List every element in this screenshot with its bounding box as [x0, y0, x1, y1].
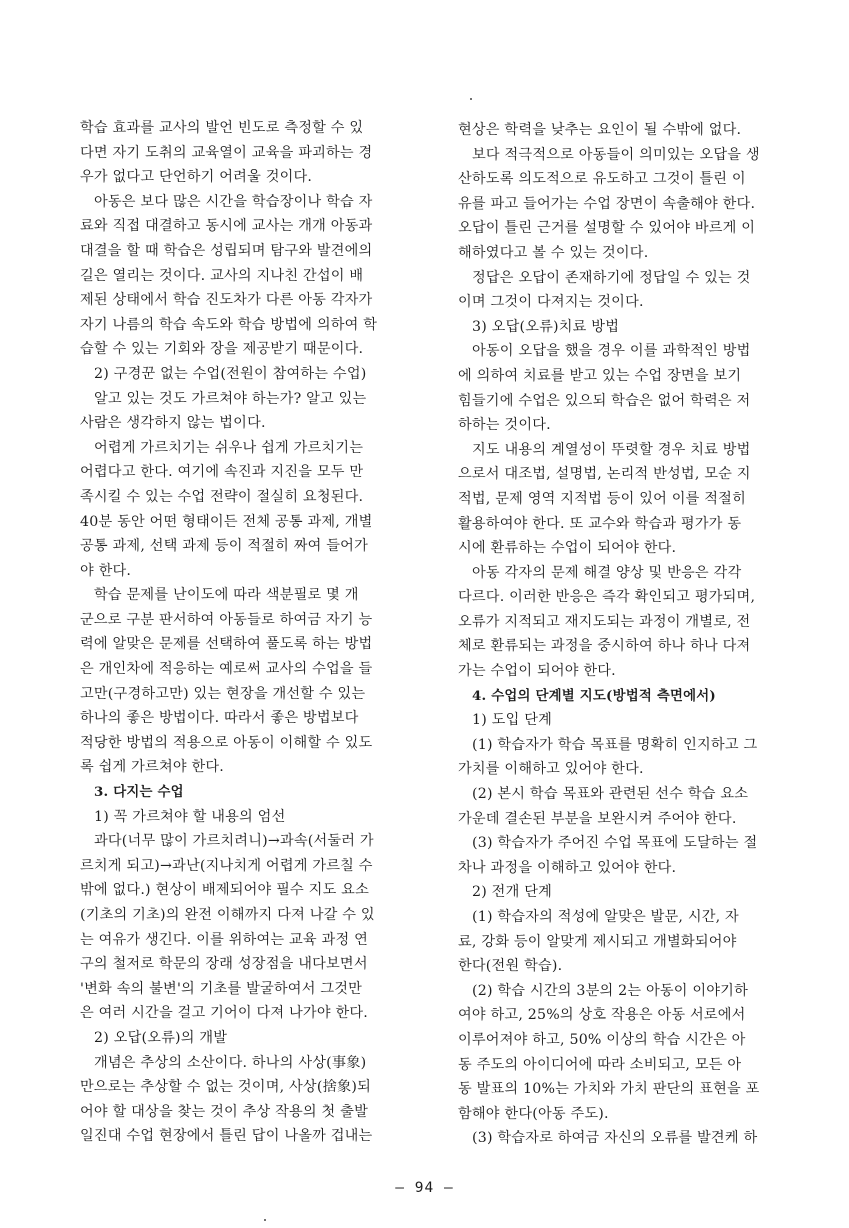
text-line: 3) 오답(오류)치료 방법: [472, 318, 620, 335]
text-line: (1) 학습자의 적성에 알맞은 발문, 시간, 자: [472, 909, 739, 925]
text-line: 정답은 오답이 존재하기에 정답일 수 있는 것: [472, 269, 751, 286]
text-line: 1) 꼭 가르쳐야 할 내용의 엄선: [94, 808, 286, 825]
text-line: 습할 수 있는 기회와 장을 제공받기 때문이다.: [80, 341, 364, 358]
text-line: 한다(전원 학습).: [458, 958, 563, 975]
text-line: 일진대 수업 현장에서 틀린 답이 나올까 겁내는: [80, 1128, 373, 1145]
text-line: (3) 학습자가 주어진 수업 목표에 도달하는 절: [472, 835, 758, 852]
text-line: (기초의 기초)의 완전 이해까지 다져 나갈 수 있: [80, 907, 375, 923]
text-line: 어렵다고 한다. 여기에 속진과 지진을 모두 만: [80, 464, 364, 481]
text-line: '변화 속의 불변'의 기초를 발굴하여서 그것만: [80, 980, 363, 997]
text-line: 학습 효과를 교사의 발언 빈도로 측정할 수 있: [80, 120, 364, 136]
text-line: 길은 열리는 것이다. 교사의 지나친 간섭이 배: [80, 267, 364, 284]
text-line: 어렵게 가르치기는 쉬우나 쉽게 가르치기는: [94, 439, 364, 456]
text-line: 다면 자기 도취의 교육열이 교육을 파괴하는 경: [80, 144, 373, 161]
text-line: 가운데 결손된 부분을 보완시켜 주어야 한다.: [458, 810, 737, 827]
text-line: 알고 있는 것도 가르쳐야 하는가? 알고 있는: [94, 390, 367, 407]
text-line: 힘들기에 수업은 있으되 학습은 없어 학력은 저: [458, 392, 751, 409]
text-line: 동 주도의 아이디어에 따라 소비되고, 모든 아: [458, 1056, 742, 1073]
scan-speck: [470, 98, 472, 100]
text-line: 르치게 되고)→과난(지나치게 어렵게 가르칠 수: [80, 857, 373, 874]
text-line: 보다 적극적으로 아동들이 의미있는 오답을 생: [472, 146, 760, 163]
text-line: (2) 본시 학습 목표와 관련된 선수 학습 요소: [472, 786, 749, 803]
text-line: 2) 전개 단계: [472, 884, 553, 901]
text-line: 아동은 보다 많은 시간을 학습장이나 학습 자: [94, 193, 373, 210]
text-line: 대결을 할 때 학습은 성립되며 탐구와 발견에의: [80, 242, 373, 259]
text-line: 오류가 지적되고 재지도되는 과정이 개별로, 전: [458, 613, 751, 630]
text-line: 료와 직접 대결하고 동시에 교사는 개개 아동과: [80, 218, 373, 235]
text-line: 여야 하고, 25%의 상호 작용은 아동 서로에서: [458, 1007, 746, 1024]
text-line: 야 한다.: [80, 562, 132, 579]
text-line: 적법, 문제 영역 지적법 등이 있어 이를 적절히: [458, 490, 746, 507]
text-line: 우가 없다고 단언하기 어려울 것이다.: [80, 169, 313, 186]
text-line: 가는 수업이 되어야 한다.: [458, 663, 616, 680]
page-number: — 94 —: [395, 1180, 454, 1196]
text-line: 동 발표의 10%는 가치와 가치 판단의 표현을 포: [458, 1081, 760, 1098]
text-line: 1) 도입 단계: [472, 712, 553, 729]
section-heading: 4. 수업의 단계별 지도(방법적 측면에서): [472, 687, 716, 704]
text-line: 만으로는 추상할 수 없는 것이며, 사상(捨象)되: [80, 1079, 371, 1096]
text-line: 함해야 한다(아동 주도).: [458, 1105, 609, 1122]
text-line: 체로 환류되는 과정을 중시하여 하나 하나 다져: [458, 638, 751, 655]
text-line: 아동 각자의 문제 해결 양상 및 반응은 각각: [472, 564, 742, 581]
text-line: 사람은 생각하지 않는 법이다.: [80, 415, 266, 432]
text-line: 유를 파고 들어가는 수업 장면이 속출해야 한다.: [458, 195, 756, 212]
text-line: 하하는 것이다.: [458, 417, 551, 434]
text-line: 오답이 틀린 근거를 설명할 수 있어야 바르게 이: [458, 220, 756, 237]
text-line: 학습 문제를 난이도에 따라 색분필로 몇 개: [94, 587, 359, 604]
right-text-column: [458, 118, 804, 1151]
text-line: 록 쉽게 가르쳐야 한다.: [80, 759, 224, 776]
text-line: 해하였다고 볼 수 있는 것이다.: [458, 244, 649, 261]
text-line: 시에 환류하는 수업이 되어야 한다.: [458, 540, 677, 557]
text-line: 차나 과정을 이해하고 있어야 한다.: [458, 859, 677, 876]
text-line: (2) 학습 시간의 3분의 2는 아동이 이야기하: [472, 982, 748, 999]
section-heading: 3. 다지는 수업: [94, 784, 184, 801]
text-line: 력에 알맞은 문제를 선택하여 풀도록 하는 방법: [80, 636, 373, 653]
text-line: 자기 나름의 학습 속도와 학습 방법에 의하여 학: [80, 316, 378, 333]
text-line: 어야 할 대상을 찾는 것이 추상 작용의 첫 출발: [80, 1103, 368, 1120]
text-line: 공통 과제, 선택 과제 등이 적절히 짜여 들어가: [80, 538, 368, 555]
text-line: 료, 강화 등이 알맞게 제시되고 개별화되어야: [458, 933, 737, 950]
text-line: 과다(너무 많이 가르치려니)→과속(서둘러 가: [94, 833, 374, 850]
text-line: 활용하여야 한다. 또 교수와 학습과 평가가 동: [458, 515, 742, 532]
text-line: 으로서 대조법, 설명법, 논리적 반성법, 모순 지: [458, 466, 751, 483]
text-line: 은 개인차에 적응하는 예로써 교사의 수업을 들: [80, 661, 373, 678]
text-line: 이며 그것이 다져지는 것이다.: [458, 294, 644, 311]
text-line: 적당한 방법의 적용으로 아동이 이해할 수 있도: [80, 734, 373, 751]
text-line: 구의 철저로 학문의 장래 성장점을 내다보면서: [80, 956, 368, 973]
text-line: 은 여러 시간을 걸고 기어이 다져 나가야 한다.: [80, 1005, 368, 1022]
text-line: 고만(구경하고만) 있는 현장을 개선할 수 있는: [80, 685, 366, 702]
text-line: 다르다. 이러한 반응은 즉각 확인되고 평가되며,: [458, 589, 756, 606]
text-line: 40분 동안 어떤 형태이든 전체 공통 과제, 개별: [80, 513, 373, 530]
text-line: 2) 구경꾼 없는 수업(전원이 참여하는 수업): [94, 365, 367, 382]
left-text-column: [80, 116, 426, 1149]
text-line: 산하도록 의도적으로 유도하고 그것이 틀린 이: [458, 171, 746, 188]
text-line: 는 여유가 생긴다. 이를 위하여는 교육 과정 연: [80, 931, 368, 948]
text-line: (1) 학습자가 학습 목표를 명확히 인지하고 그: [472, 736, 758, 753]
text-line: (3) 학습자로 하여금 자신의 오류를 발견케 하: [472, 1130, 758, 1147]
text-line: 군으로 구분 판서하여 아동들로 하여금 자기 능: [80, 611, 373, 628]
text-line: 에 의하여 치료를 받고 있는 수업 장면을 보기: [458, 367, 742, 384]
text-line: 현상은 학력을 낮추는 요인이 될 수밖에 없다.: [458, 122, 742, 138]
text-line: 지도 내용의 계열성이 뚜렷할 경우 치료 방법: [472, 441, 751, 458]
text-line: 하나의 좋은 방법이다. 따라서 좋은 방법보다: [80, 710, 359, 727]
scan-speck: [264, 1219, 266, 1221]
text-line: 개념은 추상의 소산이다. 하나의 사상(事象): [94, 1054, 367, 1071]
text-line: 아동이 오답을 했을 경우 이를 과학적인 방법: [472, 343, 751, 360]
text-line: 가치를 이해하고 있어야 한다.: [458, 761, 644, 778]
text-line: 2) 오답(오류)의 개발: [94, 1029, 228, 1046]
text-line: 제된 상태에서 학습 진도차가 다른 아동 각자가: [80, 292, 373, 309]
text-line: 족시킬 수 있는 수업 전략이 절실히 요청된다.: [80, 488, 364, 505]
text-line: 이루어져야 하고, 50% 이상의 학습 시간은 아: [458, 1031, 746, 1048]
text-line: 밖에 없다.) 현상이 배제되어야 필수 지도 요소: [80, 882, 369, 899]
